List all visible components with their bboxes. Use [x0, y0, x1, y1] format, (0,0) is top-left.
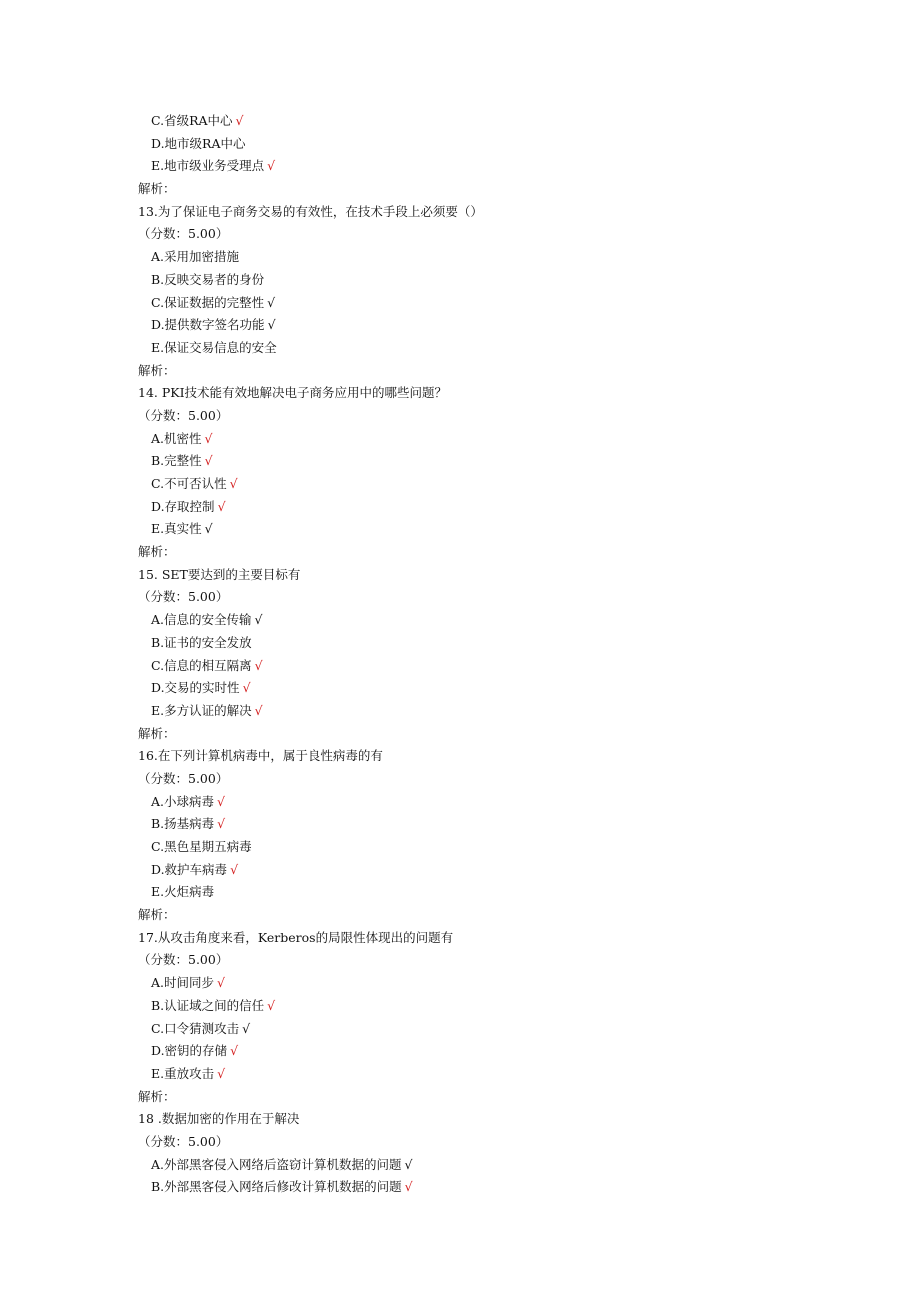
answer-option: [138, 609, 838, 632]
answer-option: [138, 246, 838, 269]
document-line: [138, 541, 838, 564]
document-line: [138, 360, 838, 383]
check-mark-icon: √: [217, 816, 226, 832]
option-label: E.保证交易信息的安全: [151, 339, 277, 355]
option-label: B.扬基病毒: [151, 816, 215, 832]
check-mark-icon: √: [230, 1043, 239, 1059]
option-label: A.信息的安全传输: [151, 612, 252, 628]
check-mark-icon: √: [204, 521, 213, 537]
document-line: [138, 768, 838, 791]
answer-option: [138, 1018, 838, 1041]
answer-option: [138, 518, 838, 541]
check-mark-icon: √: [267, 317, 276, 333]
check-mark-icon: √: [229, 476, 238, 491]
answer-option: [138, 700, 838, 723]
document-line: [138, 223, 838, 246]
answer-option: [138, 450, 838, 473]
option-label: D.地市级RA中心: [151, 135, 246, 151]
line-text: 解析：: [138, 725, 176, 741]
line-text: 解析：: [138, 181, 176, 197]
answer-option: [138, 496, 838, 519]
check-mark-icon: √: [254, 702, 263, 718]
answer-option: [138, 791, 838, 814]
answer-option: [138, 428, 838, 451]
question-list: [138, 110, 838, 1199]
line-text: 解析：: [138, 1088, 176, 1104]
check-mark-icon: √: [204, 430, 213, 446]
answer-option: [138, 1176, 838, 1199]
option-label: D.交易的实时性: [151, 680, 240, 696]
line-text: 解析：: [138, 362, 176, 378]
option-label: B.外部黑客侵入网络后修改计算机数据的问题: [151, 1179, 402, 1195]
option-label: E.重放攻击: [151, 1065, 215, 1081]
check-mark-icon: √: [267, 294, 276, 310]
answer-option: [138, 632, 838, 655]
option-label: E.火炬病毒: [151, 884, 215, 900]
line-text: （分数：5.00）: [138, 1133, 229, 1149]
answer-option: [138, 292, 838, 315]
answer-option: [138, 1063, 838, 1086]
line-text: （分数：5.00）: [138, 407, 229, 423]
option-label: C.口令猜测攻击: [151, 1020, 240, 1036]
answer-option: [138, 836, 838, 859]
line-text: 18 .数据加密的作用在于解决: [138, 1111, 300, 1127]
check-mark-icon: √: [254, 657, 263, 673]
document-line: [138, 382, 838, 405]
line-text: （分数：5.00）: [138, 770, 229, 786]
document-line: [138, 405, 838, 428]
option-label: E.真实性: [151, 521, 202, 537]
check-mark-icon: √: [267, 997, 276, 1013]
answer-option: [138, 1154, 838, 1177]
check-mark-icon: √: [254, 612, 263, 628]
answer-option: [138, 1040, 838, 1063]
document-line: [138, 1108, 838, 1131]
option-label: C.省级RA中心: [151, 113, 233, 128]
option-label: B.认证域之间的信任: [151, 997, 265, 1013]
answer-option: [138, 110, 838, 133]
document-line: [138, 927, 838, 950]
check-mark-icon: √: [217, 1065, 226, 1081]
check-mark-icon: √: [404, 1156, 413, 1172]
answer-option: [138, 881, 838, 904]
answer-option: [138, 155, 838, 178]
check-mark-icon: √: [242, 680, 251, 696]
option-label: E.地市级业务受理点: [151, 158, 265, 174]
answer-option: [138, 677, 838, 700]
line-text: （分数：5.00）: [138, 589, 229, 605]
answer-option: [138, 473, 838, 496]
document-line: [138, 178, 838, 201]
option-label: A.机密性: [151, 430, 202, 446]
document-line: [138, 201, 838, 224]
option-label: C.黑色星期五病毒: [151, 839, 252, 854]
option-label: B.反映交易者的身份: [151, 271, 265, 287]
option-label: E.多方认证的解决: [151, 702, 252, 718]
answer-option: [138, 314, 838, 337]
option-label: C.不可否认性: [151, 476, 227, 491]
answer-option: [138, 655, 838, 678]
document-line: [138, 723, 838, 746]
option-label: D.存取控制: [151, 498, 215, 514]
document-line: [138, 586, 838, 609]
option-label: B.完整性: [151, 453, 202, 469]
option-label: D.密钥的存储: [151, 1043, 228, 1059]
check-mark-icon: √: [217, 793, 225, 809]
option-label: A.小球病毒: [151, 793, 215, 809]
document-line: [138, 904, 838, 927]
check-mark-icon: √: [230, 861, 239, 877]
check-mark-icon: √: [404, 1179, 413, 1195]
option-label: C.信息的相互隔离: [151, 657, 252, 673]
option-label: D.救护车病毒: [151, 861, 228, 877]
line-text: 解析：: [138, 544, 176, 560]
line-text: 13.为了保证电子商务交易的有效性，在技术手段上必须要（）: [138, 203, 483, 219]
answer-option: [138, 337, 838, 360]
line-text: 解析：: [138, 907, 176, 923]
option-label: D.提供数字签名功能: [151, 317, 265, 333]
option-label: B.证书的安全发放: [151, 634, 252, 650]
answer-option: [138, 859, 838, 882]
line-text: 15. SET要达到的主要目标有: [138, 566, 301, 582]
document-line: [138, 1131, 838, 1154]
line-text: 16.在下列计算机病毒中，属于良性病毒的有: [138, 748, 383, 764]
line-text: 17.从攻击角度来看，Kerberos的局限性体现出的问题有: [138, 929, 454, 945]
line-text: 14. PKI技术能有效地解决电子商务应用中的哪些问题？: [138, 385, 448, 401]
check-mark-icon: √: [217, 975, 225, 991]
answer-option: [138, 269, 838, 292]
check-mark-icon: √: [267, 158, 276, 174]
option-label: A.外部黑客侵入网络后盗窃计算机数据的问题: [151, 1156, 402, 1172]
document-line: [138, 564, 838, 587]
option-label: A.采用加密措施: [151, 249, 240, 265]
answer-option: [138, 995, 838, 1018]
check-mark-icon: √: [242, 1020, 251, 1036]
document-line: [138, 1086, 838, 1109]
answer-option: [138, 133, 838, 156]
check-mark-icon: √: [235, 113, 244, 128]
answer-option: [138, 972, 838, 995]
answer-option: [138, 813, 838, 836]
document-line: [138, 745, 838, 768]
option-label: C.保证数据的完整性: [151, 294, 265, 310]
check-mark-icon: √: [204, 453, 213, 469]
document-line: [138, 949, 838, 972]
line-text: （分数：5.00）: [138, 952, 229, 968]
line-text: （分数：5.00）: [138, 226, 229, 242]
option-label: A.时间同步: [151, 975, 215, 991]
check-mark-icon: √: [217, 498, 226, 514]
